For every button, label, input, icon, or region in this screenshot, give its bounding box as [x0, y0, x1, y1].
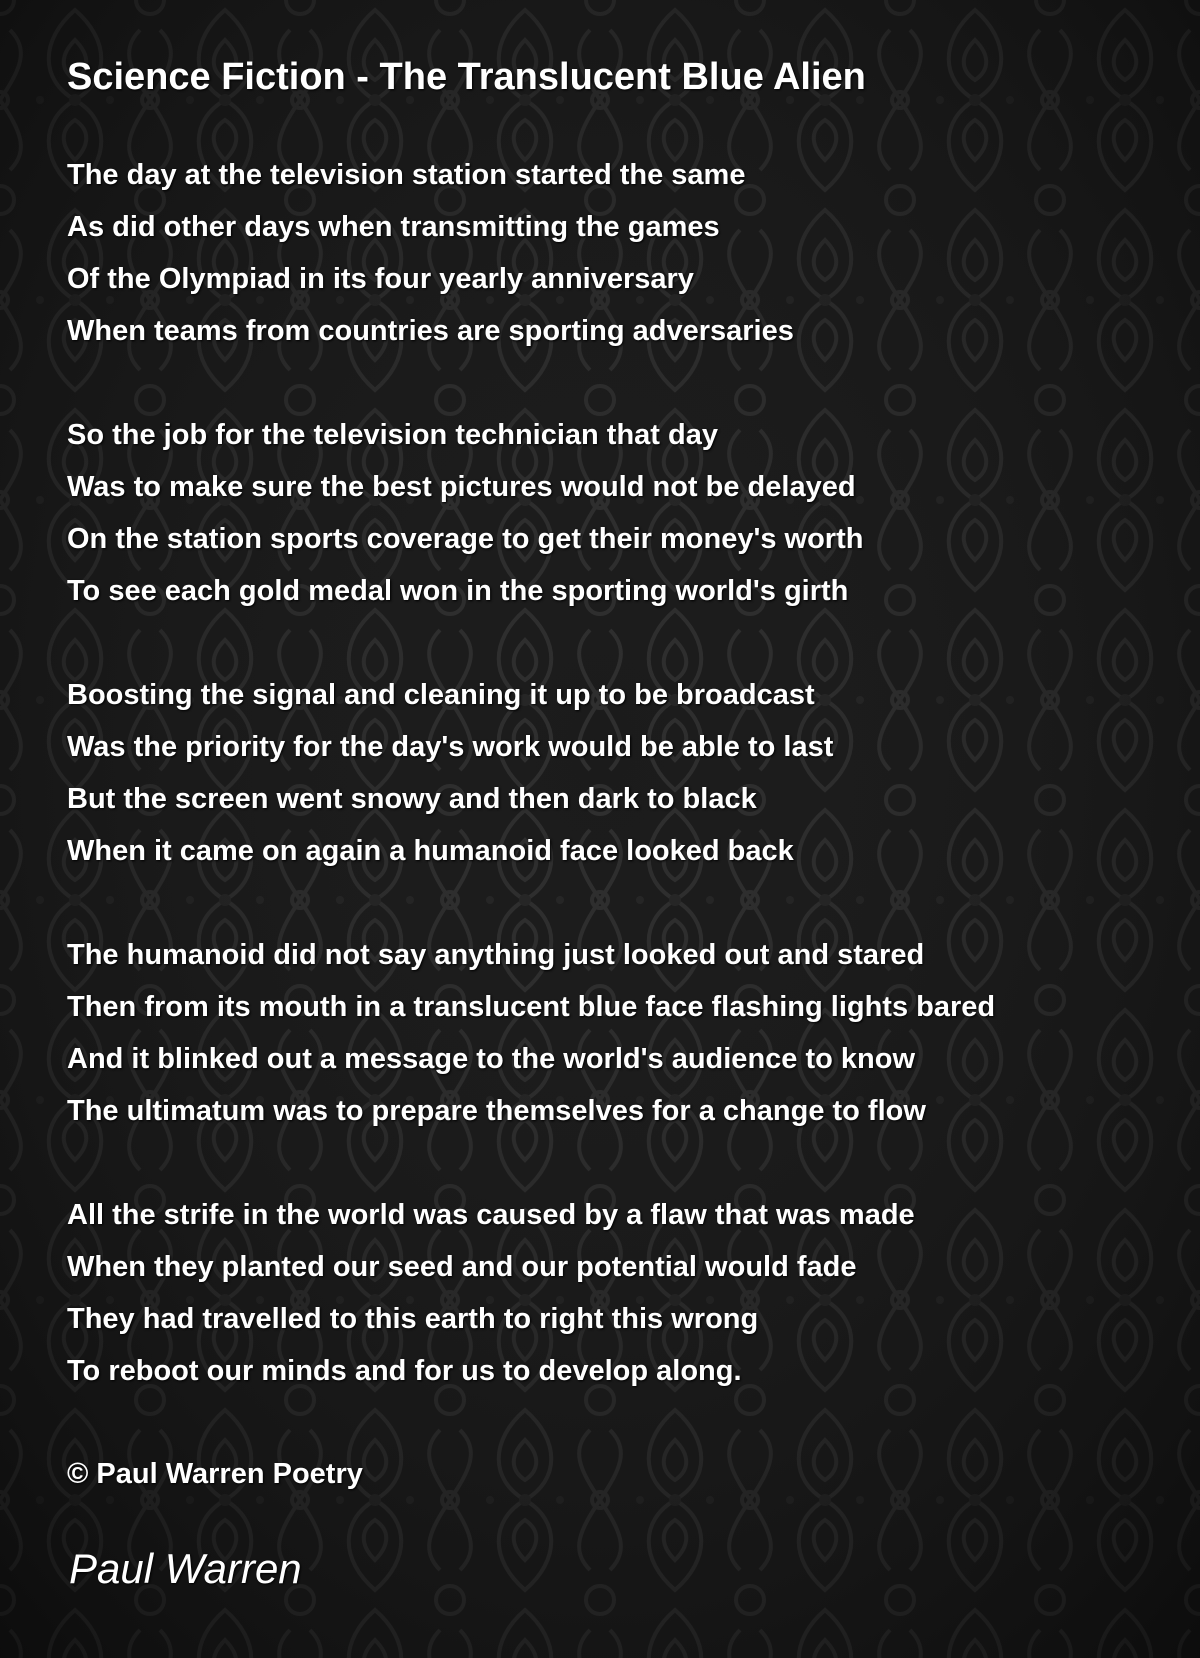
poem-line: The humanoid did not say anything just looked out and stared — [67, 939, 925, 971]
author-signature: Paul Warren — [69, 1545, 302, 1592]
poem-line: And it blinked out a message to the world's audience to know — [67, 1043, 916, 1075]
stanza-2 — [67, 409, 1177, 617]
poem-line: Of the Olympiad in its four yearly anniversary — [67, 263, 694, 295]
poem-line: When teams from countries are sporting adversaries — [67, 315, 794, 347]
poem-line: But the screen went snowy and then dark to black — [67, 783, 757, 815]
poem-line: Then from its mouth in a translucent blue face flashing lights bared — [67, 991, 996, 1023]
stanza-4 — [67, 929, 1177, 1137]
poem-title: Science Fiction - The Translucent Blue Alien — [67, 56, 866, 98]
poem-line: To reboot our minds and for us to develop along. — [67, 1355, 742, 1387]
poem-line: Was the priority for the day's work would be able to last — [67, 731, 834, 763]
stanza-1 — [67, 149, 1177, 357]
poem-line: Was to make sure the best pictures would not be delayed — [67, 471, 856, 503]
poem-line: When they planted our seed and our potential would fade — [67, 1251, 857, 1283]
poem-container — [67, 48, 1177, 1599]
poem-line: To see each gold medal won in the sporting world's girth — [67, 575, 849, 607]
poem-line: As did other days when transmitting the games — [67, 211, 720, 243]
poem-line: Boosting the signal and cleaning it up to be broadcast — [67, 679, 815, 711]
stanza-3 — [67, 669, 1177, 877]
poem-line: All the strife in the world was caused by a flaw that was made — [67, 1199, 915, 1231]
stanza-5 — [67, 1189, 1177, 1397]
copyright-notice: © Paul Warren Poetry — [67, 1458, 363, 1490]
poem-line: On the station sports coverage to get their money's worth — [67, 523, 864, 555]
poem-line: When it came on again a humanoid face looked back — [67, 835, 794, 867]
poem-line: They had travelled to this earth to right this wrong — [67, 1303, 759, 1335]
poem-line: So the job for the television technician that day — [67, 419, 718, 451]
poem-line: The day at the television station started the same — [67, 159, 746, 191]
poem-line: The ultimatum was to prepare themselves for a change to flow — [67, 1095, 926, 1127]
